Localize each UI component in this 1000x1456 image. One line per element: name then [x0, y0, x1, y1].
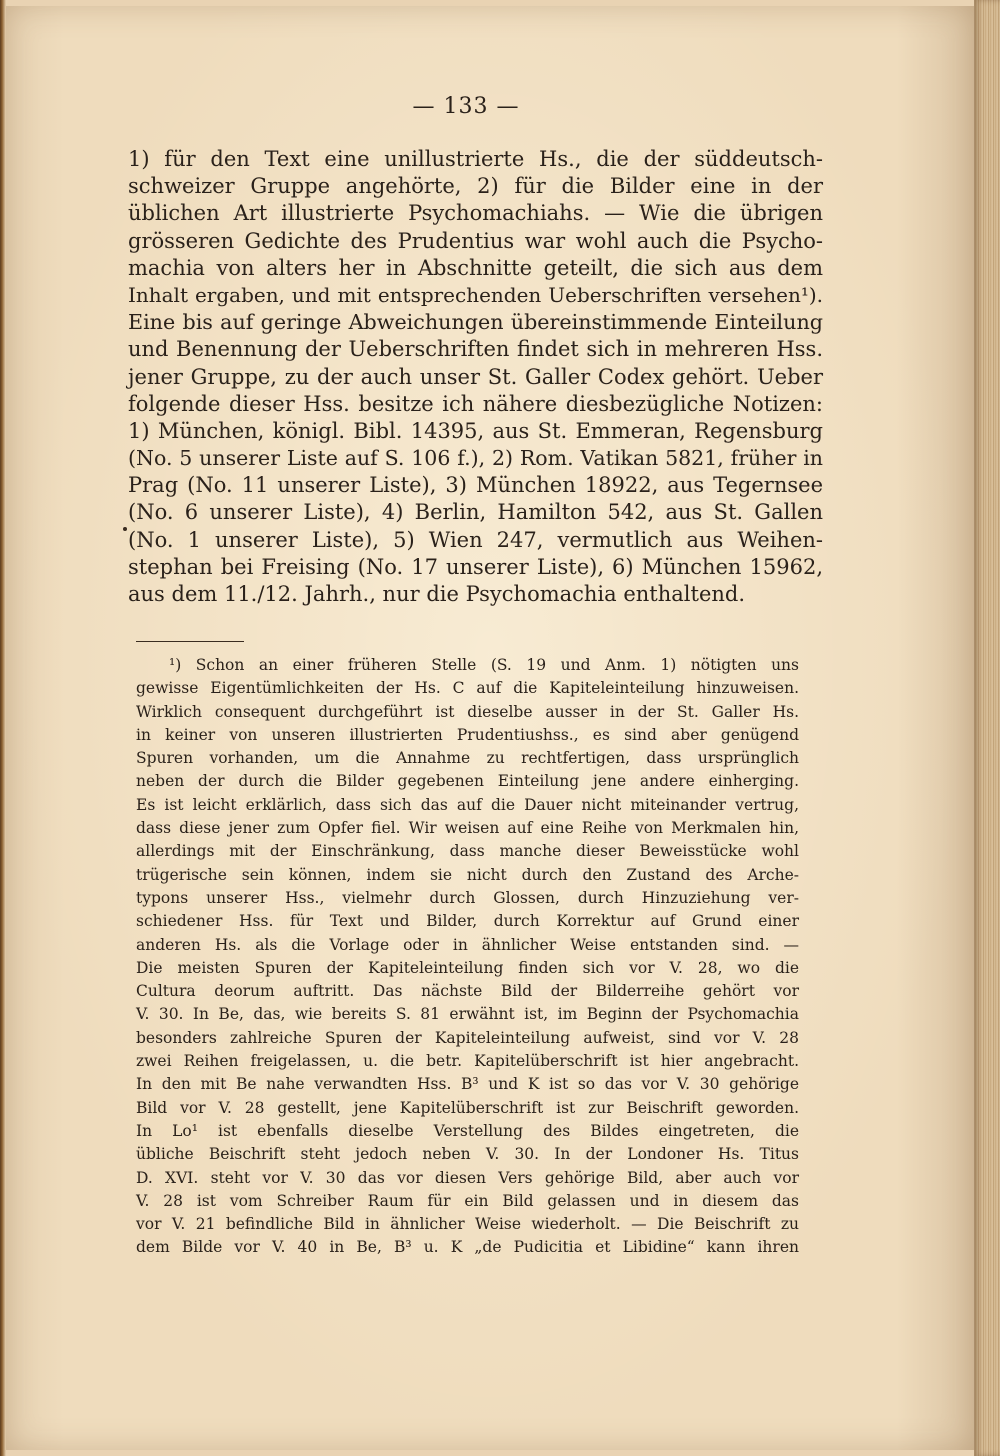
footnote-line: V. 28 ist vom Schreiber Raum für ein Bild gelassen und in diesem das: [136, 1191, 799, 1210]
footnote-line: Bild vor V. 28 gestellt, jene Kapitelüberschrift ist zur Beischrift geworden.: [136, 1098, 799, 1117]
footnote-line: dem Bilde vor V. 40 in Be, B³ u. K „de Pudicitia et Libidine“ kann ihren: [136, 1238, 799, 1257]
footnote-line: trügerische sein können, indem sie nicht durch den Zustand des Arche-: [136, 865, 799, 884]
text-line: Prag (No. 11 unserer Liste), 3) München 18922, aus Tegernsee: [128, 473, 823, 498]
text-line: jener Gruppe, zu der auch unser St. Galler Codex gehört. Ueber: [128, 364, 823, 389]
footnote-line: neben der durch die Bilder gegebenen Einteilung jene andere einherging.: [136, 772, 799, 791]
footnote-line: V. 30. In Be, das, wie bereits S. 81 erwähnt ist, im Beginn der Psychomachia: [136, 1005, 799, 1024]
text-line: (No. 1 unserer Liste), 5) Wien 247, vermutlich aus Weihen-: [128, 527, 823, 552]
footnote-line: allerdings mit der Einschränkung, dass manche dieser Beweisstücke wohl: [136, 842, 799, 861]
text-line: machia von alters her in Abschnitte geteilt, die sich aus dem: [128, 255, 823, 280]
footnote-line: gewisse Eigentümlichkeiten der Hs. C auf die Kapiteleinteilung hinzuweisen.: [136, 679, 799, 698]
footnote-line: dass diese jener zum Opfer fiel. Wir weisen auf eine Reihe von Merkmalen hin,: [136, 819, 799, 838]
text-line: 1) München, königl. Bibl. 14395, aus St. Emmeran, Regensburg: [128, 418, 823, 443]
print-speck: [123, 527, 127, 531]
footnote-line: in keiner von unseren illustrierten Prudentiushss., es sind aber genügend: [136, 725, 799, 744]
page-number: — 133 —: [412, 94, 520, 119]
footnote-rule: [136, 641, 244, 642]
footnote-line: Wirklich consequent durchgeführt ist dieselbe ausser in der St. Galler Hs.: [136, 702, 799, 721]
footnote-line: vor V. 21 befindliche Bild in ähnlicher Weise wiederholt. — Die Beischrift zu: [136, 1215, 799, 1234]
text-line: und Benennung der Ueberschriften findet sich in mehreren Hss.: [128, 337, 823, 362]
footnote-line: D. XVI. steht vor V. 30 das vor diesen Vers gehörige Bild, aber auch vor: [136, 1168, 799, 1187]
page: [6, 6, 974, 1450]
text-line: (No. 6 unserer Liste), 4) Berlin, Hamilton 542, aus St. Gallen: [128, 500, 823, 525]
text-line: stephan bei Freising (No. 17 unserer Liste), 6) München 15962,: [128, 554, 823, 579]
footnote-line: ¹) Schon an einer früheren Stelle (S. 19 und Anm. 1) nötigten uns: [169, 656, 799, 674]
text-line: schweizer Gruppe angehörte, 2) für die Bilder eine in der: [128, 174, 823, 199]
footnote-line: anderen Hs. als die Vorlage oder in ähnlicher Weise entstanden sind. —: [136, 935, 799, 954]
footnote-line: übliche Beischrift steht jedoch neben V. 30. In der Londoner Hs. Titus: [136, 1145, 799, 1164]
text-line: Eine bis auf geringe Abweichungen übereinstimmende Einteilung: [128, 310, 823, 335]
footnote-line: Es ist leicht erklärlich, dass sich das auf die Dauer nicht miteinander vertrug,: [136, 795, 799, 814]
footnote-line: In den mit Be nahe verwandten Hss. B³ und K ist so das vor V. 30 gehörige: [136, 1075, 799, 1094]
main-text: [128, 146, 823, 608]
text-line: üblichen Art illustrierte Psychomachiahs. — Wie die übrigen: [128, 201, 823, 226]
footnote-line: Spuren vorhanden, um die Annahme zu rechtfertigen, dass ursprünglich: [136, 749, 799, 768]
text-line: aus dem 11./12. Jahrh., nur die Psychomachia enthaltend.: [128, 582, 746, 606]
footnote-line: zwei Reihen freigelassen, u. die betr. Kapitelüberschrift ist hier angebracht.: [136, 1052, 799, 1071]
text-line: 1) für den Text eine unillustrierte Hs., die der süddeutsch-: [128, 147, 823, 171]
footnote-line: typons unserer Hss., vielmehr durch Glossen, durch Hinzuziehung ver-: [136, 888, 799, 907]
footnote: [136, 654, 799, 1260]
footnote-line: besonders zahlreiche Spuren der Kapiteleinteilung aufweist, sind vor V. 28: [136, 1028, 799, 1047]
footnote-line: Cultura deorum auftritt. Das nächste Bild der Bilderreihe gehört vor: [136, 982, 799, 1001]
text-line: Inhalt ergaben, und mit entsprechenden Ueberschriften versehen¹).: [128, 282, 823, 307]
footnote-line: In Lo¹ ist ebenfalls dieselbe Verstellung des Bildes eingetreten, die: [136, 1121, 799, 1140]
text-line: grösseren Gedichte des Prudentius war wohl auch die Psycho-: [128, 228, 823, 253]
footnote-line: schiedener Hss. für Text und Bilder, durch Korrektur auf Grund einer: [136, 912, 799, 931]
text-line: folgende dieser Hss. besitze ich nähere diesbezügliche Notizen:: [128, 391, 823, 416]
footnote-line: Die meisten Spuren der Kapiteleinteilung finden sich vor V. 28, wo die: [136, 958, 799, 977]
text-line: (No. 5 unserer Liste auf S. 106 f.), 2) Rom. Vatikan 5821, früher in: [128, 446, 823, 471]
page-edges: [974, 0, 1000, 1456]
